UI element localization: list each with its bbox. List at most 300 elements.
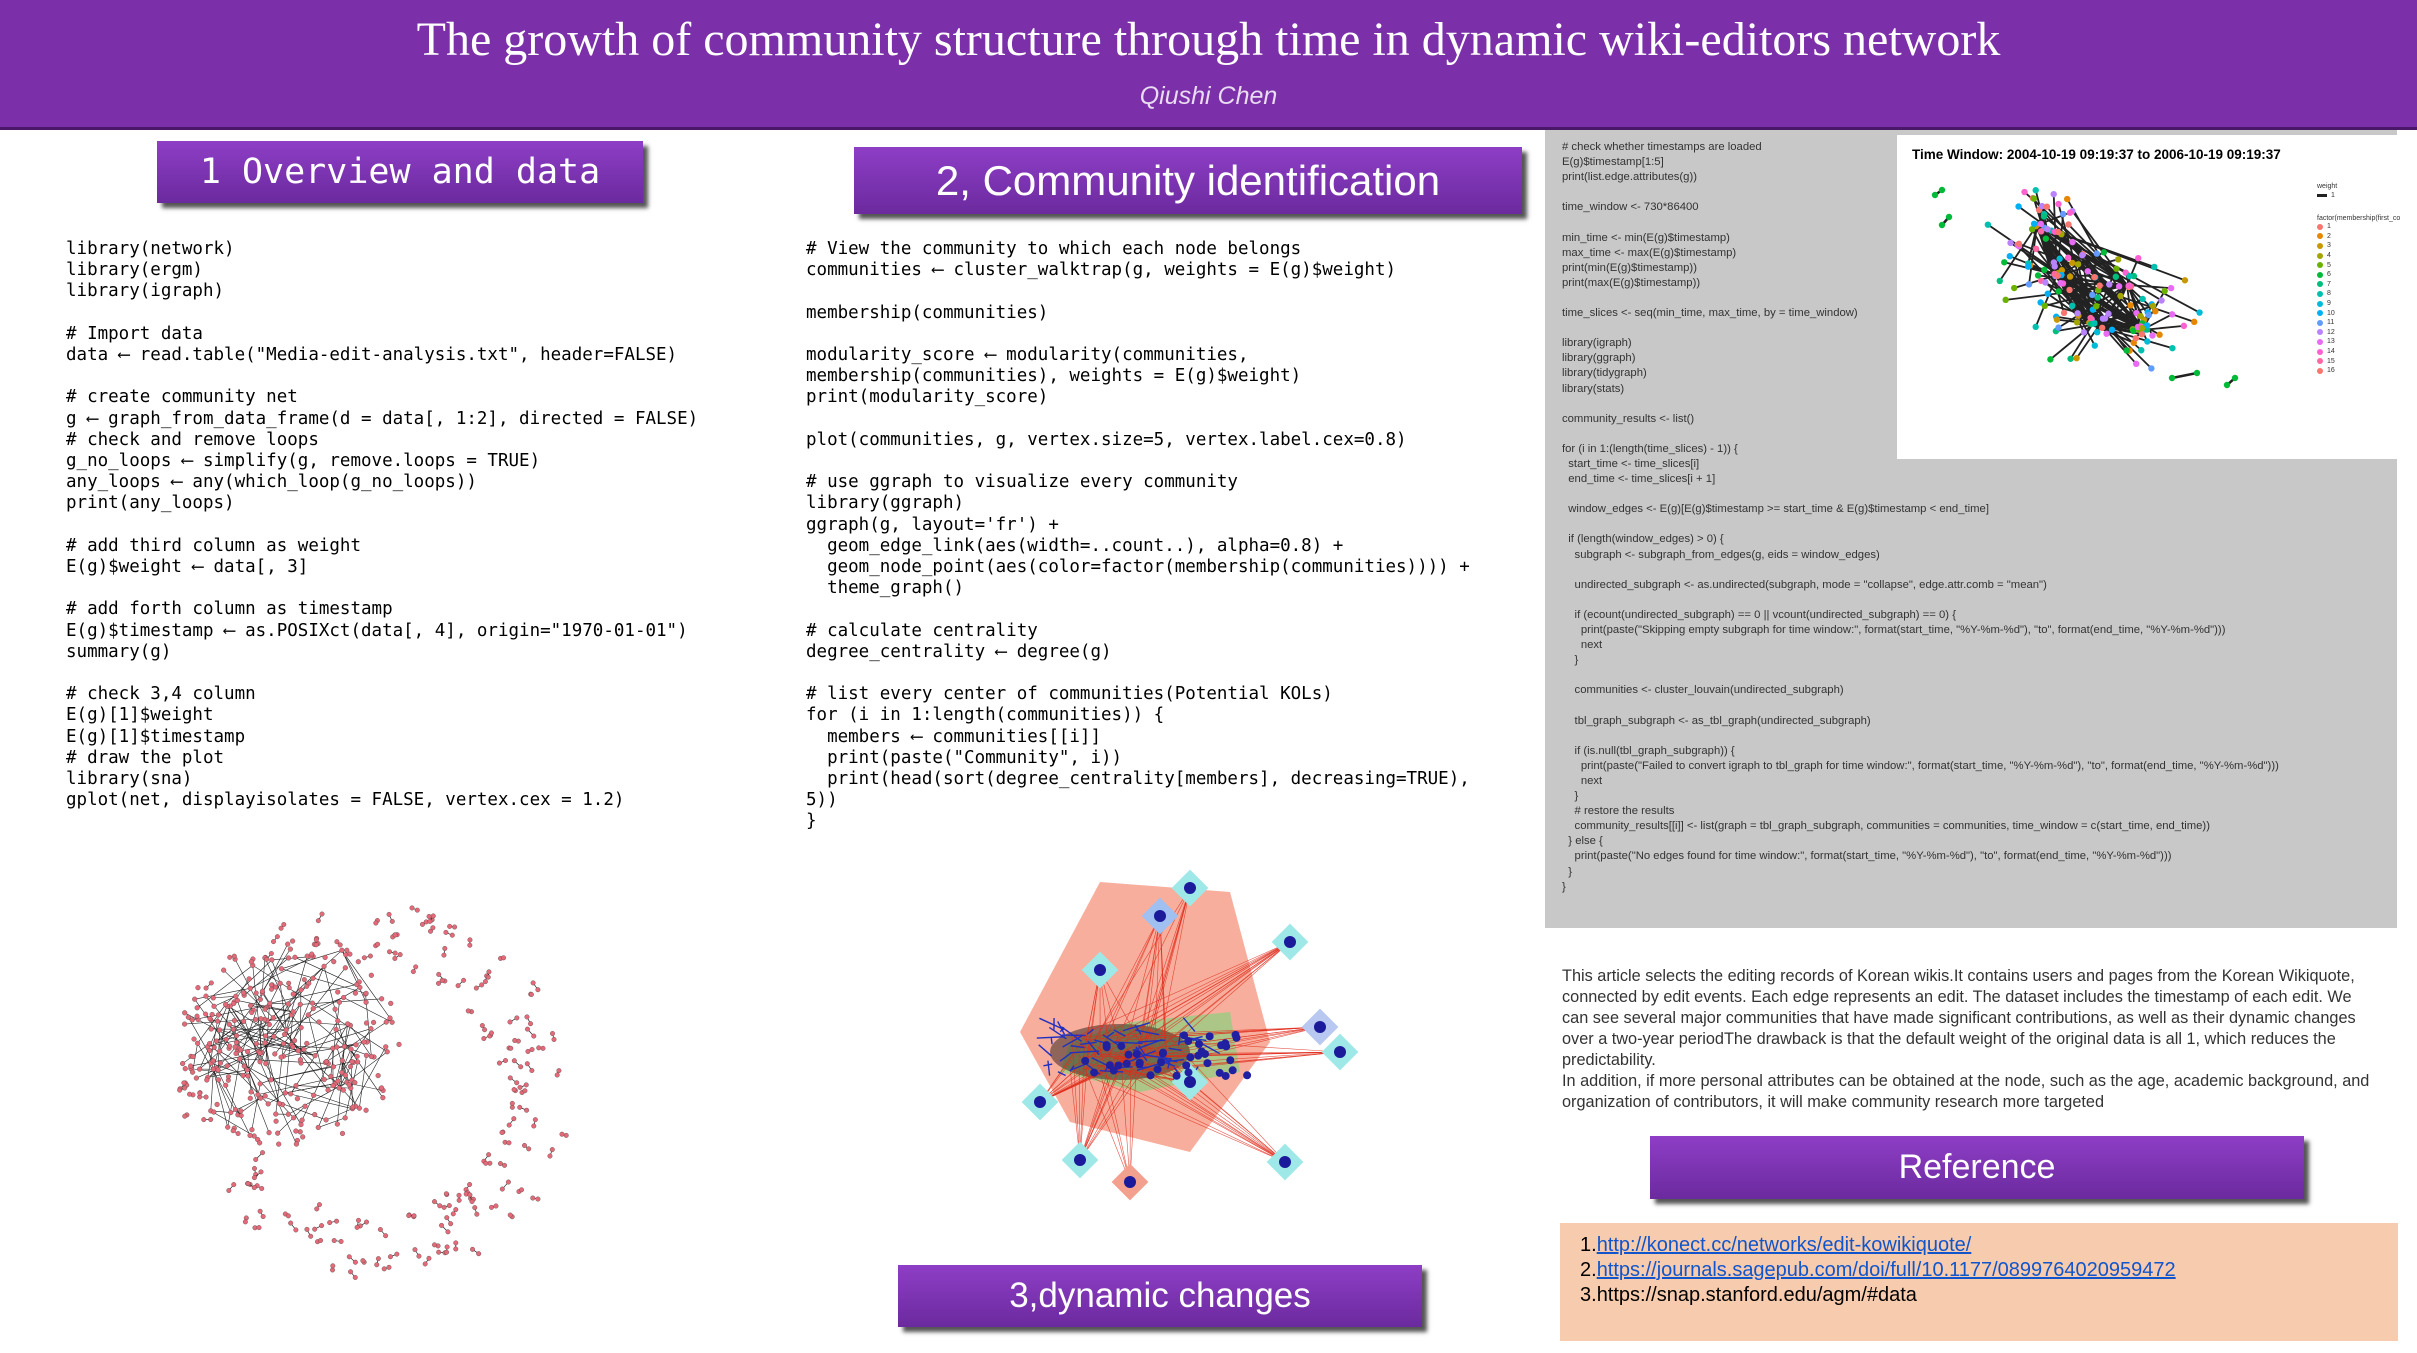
legend-dot — [2317, 329, 2323, 335]
legend-label: 12 — [2327, 328, 2335, 336]
legend-label: 8 — [2327, 290, 2331, 298]
network-node — [411, 969, 416, 974]
network-node — [423, 1262, 428, 1267]
legend-item — [2317, 337, 2400, 347]
community-edge — [1051, 1037, 1052, 1044]
network-node — [261, 1214, 266, 1219]
community-node — [1243, 1071, 1251, 1079]
network-node — [182, 1081, 187, 1086]
network-node — [347, 1082, 352, 1087]
ggraph-node — [2152, 308, 2158, 314]
network-node — [247, 976, 252, 981]
network-node — [525, 1061, 530, 1066]
network-node — [196, 985, 201, 990]
ggraph-node — [2081, 329, 2087, 335]
network-node — [314, 942, 319, 947]
legend-dot — [2317, 253, 2323, 259]
network-node — [241, 1073, 246, 1078]
community-node — [1195, 1040, 1203, 1048]
legend-dot — [2317, 224, 2323, 230]
network-node — [311, 976, 316, 981]
network-node — [337, 1086, 342, 1091]
network-node — [313, 1053, 318, 1058]
network-node — [259, 1170, 264, 1175]
network-node — [286, 956, 291, 961]
network-node — [395, 1252, 400, 1257]
network-node — [531, 1124, 536, 1129]
section-1-banner: 1 Overview and data clean — [157, 141, 643, 203]
network-node — [264, 957, 269, 962]
network-node — [276, 1142, 281, 1147]
ggraph-node — [2064, 196, 2070, 202]
network-node — [258, 1016, 263, 1021]
community-node — [1154, 1065, 1162, 1073]
network-node — [451, 1212, 456, 1217]
network-node — [474, 986, 479, 991]
community-node — [1184, 1037, 1192, 1045]
legend-dot — [2317, 262, 2323, 268]
network-node — [204, 994, 209, 999]
network-node — [468, 943, 473, 948]
ggraph-node — [2067, 356, 2073, 362]
network-node — [355, 1225, 360, 1230]
network-node — [472, 1205, 477, 1210]
network-node — [508, 1020, 513, 1025]
network-node — [524, 1083, 529, 1088]
ggraph-node — [2069, 260, 2075, 266]
legend-item — [2317, 280, 2400, 290]
network-edge — [342, 950, 390, 1018]
network-node — [507, 1140, 512, 1145]
network-node — [275, 934, 280, 939]
network-node — [268, 1001, 273, 1006]
ggraph-node — [2055, 324, 2061, 330]
community-node — [1229, 1066, 1237, 1074]
community-node — [1194, 1052, 1202, 1060]
network-node — [508, 1076, 513, 1081]
ggraph-node — [2182, 277, 2188, 283]
network-node — [211, 995, 216, 1000]
network-node — [536, 987, 541, 992]
ggraph-node — [2151, 264, 2157, 270]
network-node — [296, 1048, 301, 1053]
ggraph-node — [2091, 320, 2097, 326]
network-node — [249, 959, 254, 964]
network-node — [314, 937, 319, 942]
network-node — [231, 1182, 236, 1187]
network-node — [487, 970, 492, 975]
network-node — [466, 1009, 471, 1014]
ggraph-node — [2007, 240, 2013, 246]
community-node — [1334, 1046, 1346, 1058]
network-node — [254, 1041, 259, 1046]
network-node — [298, 1129, 303, 1134]
network-node — [530, 1068, 535, 1073]
ggraph-node — [2158, 297, 2164, 303]
network-node — [300, 1135, 305, 1140]
network-node — [277, 1101, 282, 1106]
reference-list — [1580, 1233, 2176, 1308]
network-node — [525, 1015, 530, 1020]
network-edge — [318, 1118, 345, 1128]
reference-number: 2. — [1580, 1259, 1597, 1281]
community-node — [1184, 1076, 1196, 1088]
network-node — [437, 1203, 442, 1208]
legend-dot — [2317, 291, 2323, 297]
ggraph-node — [2101, 249, 2107, 255]
legend-dot — [2317, 368, 2323, 374]
network-node — [397, 1042, 402, 1047]
ggraph-node — [2224, 382, 2230, 388]
network-node — [282, 1032, 287, 1037]
network-node — [468, 1193, 473, 1198]
network-node — [231, 1128, 236, 1133]
ggraph-node — [2033, 187, 2039, 193]
ggraph-node — [2011, 285, 2017, 291]
network-node — [223, 1002, 228, 1007]
network-node — [248, 1096, 253, 1101]
ggraph-node — [2065, 221, 2071, 227]
network-node — [417, 1254, 422, 1259]
network-node — [300, 1118, 305, 1123]
network-node — [354, 982, 359, 987]
network-node — [248, 1003, 253, 1008]
network-node — [335, 1018, 340, 1023]
network-node — [467, 1182, 472, 1187]
network-node — [356, 1218, 361, 1223]
poster-header — [0, 0, 2417, 130]
ggraph-node — [2194, 370, 2200, 376]
network-node — [291, 1115, 296, 1120]
network-node — [390, 1020, 395, 1025]
legend-weight-swatch — [2317, 194, 2327, 197]
network-node — [211, 1058, 216, 1063]
ggraph-node — [2042, 279, 2048, 285]
network-node — [302, 1047, 307, 1052]
network-node — [343, 1115, 348, 1120]
network-node — [252, 1185, 257, 1190]
network-node — [530, 1047, 535, 1052]
network-node — [274, 1119, 279, 1124]
network-node — [398, 952, 403, 957]
network-node — [239, 1113, 244, 1118]
ggraph-node — [2148, 365, 2154, 371]
network-node — [201, 1117, 206, 1122]
network-node — [288, 947, 293, 952]
network-node — [271, 939, 276, 944]
network-node — [531, 981, 536, 986]
network-node — [347, 952, 352, 957]
network-node — [564, 1133, 569, 1138]
network-node — [299, 1122, 304, 1127]
community-node — [1279, 1156, 1291, 1168]
network-node — [446, 1230, 451, 1235]
network-node — [413, 965, 418, 970]
network-node — [531, 1034, 536, 1039]
ggraph-node — [2191, 319, 2197, 325]
network-node — [298, 1002, 303, 1007]
network-node — [256, 1092, 261, 1097]
network-node — [293, 955, 298, 960]
network-node — [204, 1078, 209, 1083]
network-node — [489, 1205, 494, 1210]
network-graph-plot — [170, 882, 590, 1302]
network-node — [269, 983, 274, 988]
network-node — [194, 1076, 199, 1081]
network-node — [413, 1247, 418, 1252]
community-node — [1081, 1057, 1089, 1065]
network-node — [374, 921, 379, 926]
network-node — [267, 1022, 272, 1027]
network-node — [182, 1022, 187, 1027]
ggraph-node — [2055, 229, 2061, 235]
network-node — [269, 1077, 274, 1082]
network-node — [263, 1094, 268, 1099]
ggraph-node — [1932, 192, 1938, 198]
network-node — [310, 1001, 315, 1006]
ggraph-node — [1939, 222, 1945, 228]
community-node — [1203, 1059, 1211, 1067]
network-node — [428, 919, 433, 924]
ggraph-node — [2001, 259, 2007, 265]
network-node — [257, 1225, 262, 1230]
network-node — [279, 1055, 284, 1060]
ggraph-node — [2123, 347, 2129, 353]
network-node — [368, 954, 373, 959]
network-node — [364, 1220, 369, 1225]
network-node — [182, 1086, 187, 1091]
network-node — [260, 989, 265, 994]
network-edge — [262, 958, 264, 991]
ggraph-node — [2067, 209, 2073, 215]
ggraph-node — [2089, 292, 2095, 298]
ggraph-node — [2042, 303, 2048, 309]
community-node — [1074, 1154, 1086, 1166]
ggraph-node — [2061, 310, 2067, 316]
network-node — [517, 1105, 522, 1110]
legend-item — [2317, 328, 2400, 338]
network-node — [207, 1041, 212, 1046]
network-node — [227, 1188, 232, 1193]
network-node — [211, 1110, 216, 1115]
network-node — [217, 1028, 222, 1033]
network-node — [215, 1019, 220, 1024]
ggraph-node — [2021, 189, 2027, 195]
network-node — [369, 1054, 374, 1059]
ggraph-node — [2113, 274, 2119, 280]
network-node — [486, 975, 491, 980]
network-node — [453, 1207, 458, 1212]
legend-item — [2317, 232, 2400, 242]
network-node — [288, 1091, 293, 1096]
network-node — [286, 1112, 291, 1117]
network-node — [500, 1187, 505, 1192]
legend-dot — [2317, 339, 2323, 345]
ggraph-node — [2161, 288, 2167, 294]
network-node — [257, 1140, 262, 1145]
network-node — [304, 1041, 309, 1046]
network-node — [272, 1052, 277, 1057]
ggraph-node — [2038, 221, 2044, 227]
ggraph-node — [2031, 221, 2037, 227]
network-node — [334, 1219, 339, 1224]
network-node — [294, 1228, 299, 1233]
network-node — [439, 1223, 444, 1228]
ggraph-node — [2056, 256, 2062, 262]
reference-number: 1. — [1580, 1234, 1597, 1256]
network-node — [448, 1221, 453, 1226]
reference-link[interactable]: https://journals.sagepub.com/doi/full/10.1177/0899764020959472 — [1596, 1259, 2176, 1281]
network-node — [522, 1143, 527, 1148]
network-node — [533, 1117, 538, 1122]
network-node — [550, 1031, 555, 1036]
ggraph-node — [2169, 375, 2175, 381]
network-node — [191, 1054, 196, 1059]
network-node — [334, 1045, 339, 1050]
network-node — [444, 930, 449, 935]
network-node — [234, 1051, 239, 1056]
network-node — [349, 1047, 354, 1052]
ggraph-node — [2139, 331, 2145, 337]
network-node — [187, 1092, 192, 1097]
network-node — [447, 1203, 452, 1208]
code-block-community: # View the community to which each node belongs communities ⟵ cluster_walktrap(g, weights = E(g)$weight) membership(communities) modularity_score ⟵ modularity(communities, membership(communities), weights = E(g)$weight) print(modularity_score) plot(communities, g, vertex.size=5, vertex.label.cex=0.8) # use ggraph to visualize every community library(ggraph) ggraph(g, layout='fr') + geom_edge_link(aes(width=..count..), alpha=0.8) + geom_node_point(aes(color=factor(membership(communities)))) + theme_graph() # calculate centrality degree_centrality ⟵ degree(g) # list every center of communities(Potential KOLs) for (i in 1:length(communities)) { members ⟵ communities[[i]] print(paste("Community", i)) print(head(sort(degree_centrality[members], decreasing=TRUE), 5)) } — [806, 239, 1470, 832]
network-node — [317, 1202, 322, 1207]
network-node — [208, 1117, 213, 1122]
community-node — [1217, 1041, 1225, 1049]
network-node — [442, 1205, 447, 1210]
network-node — [350, 1105, 355, 1110]
network-node — [287, 985, 292, 990]
ggraph-node — [2060, 211, 2066, 217]
network-node — [443, 946, 448, 951]
network-node — [208, 1016, 213, 1021]
network-node — [283, 1090, 288, 1095]
network-node — [384, 1020, 389, 1025]
network-node — [503, 1058, 508, 1063]
community-node — [1110, 1066, 1118, 1074]
network-edge — [285, 1093, 352, 1109]
network-node — [298, 988, 303, 993]
ggraph-node — [2115, 256, 2121, 262]
legend-item — [2317, 251, 2400, 261]
network-node — [341, 1088, 346, 1093]
network-node — [286, 1002, 291, 1007]
legend-item — [2317, 347, 2400, 357]
ggraph-node — [2232, 375, 2238, 381]
network-node — [470, 1199, 475, 1204]
network-node — [529, 992, 534, 997]
ggraph-node — [2097, 282, 2103, 288]
ggraph-node — [2047, 356, 2053, 362]
ggraph-node — [2074, 319, 2080, 325]
network-node — [248, 1133, 253, 1138]
time-window-plot-title: Time Window: 2004-10-19 09:19:37 to 2006-10-19 09:19:37 — [1912, 147, 2281, 162]
ggraph-node — [2169, 345, 2175, 351]
legend-weight-value: 1 — [2331, 192, 2335, 199]
network-node — [444, 1191, 449, 1196]
network-node — [327, 1220, 332, 1225]
network-node — [375, 942, 380, 947]
legend-label: 5 — [2327, 261, 2331, 269]
reference-text: https://snap.stanford.edu/agm/#data — [1596, 1284, 1917, 1306]
legend-label: 3 — [2327, 242, 2331, 250]
network-node — [262, 1041, 267, 1046]
legend-item — [2317, 241, 2400, 251]
network-node — [292, 1038, 297, 1043]
network-node — [225, 1064, 230, 1069]
network-node — [306, 1013, 311, 1018]
network-node — [378, 1227, 383, 1232]
network-node — [258, 1081, 263, 1086]
community-node — [1090, 1069, 1098, 1077]
community-node — [1184, 882, 1196, 894]
community-node — [1094, 964, 1106, 976]
network-node — [197, 1067, 202, 1072]
network-node — [456, 983, 461, 988]
reference-link[interactable]: http://konect.cc/networks/edit-kowikiquote/ — [1596, 1234, 1972, 1256]
community-node — [1136, 1060, 1144, 1068]
legend-item — [2317, 356, 2400, 366]
network-node — [258, 997, 263, 1002]
network-node — [330, 1268, 335, 1273]
network-node — [249, 1010, 254, 1015]
network-node — [233, 1045, 238, 1050]
network-node — [347, 1254, 352, 1259]
network-node — [385, 1049, 390, 1054]
network-node — [383, 1233, 388, 1238]
ggraph-node — [2103, 330, 2109, 336]
time-window-plot — [1897, 135, 2417, 459]
ggraph-node — [1997, 278, 2003, 284]
network-node — [298, 1057, 303, 1062]
network-node — [550, 1147, 555, 1152]
network-node — [388, 1001, 393, 1006]
network-node — [354, 1042, 359, 1047]
ggraph-node — [2085, 268, 2091, 274]
network-node — [524, 1108, 529, 1113]
poster-title: The growth of community structure through time in dynamic wiki-editors network — [416, 13, 2001, 66]
network-node — [245, 1049, 250, 1054]
network-node — [233, 1107, 238, 1112]
network-node — [374, 1262, 379, 1267]
network-node — [369, 1026, 374, 1031]
legend-label: 15 — [2327, 357, 2335, 365]
network-node — [406, 1213, 411, 1218]
network-node — [339, 1239, 344, 1244]
section-2-banner: 2, Community identification — [854, 147, 1522, 214]
network-node — [479, 983, 484, 988]
network-node — [453, 1241, 458, 1246]
network-node — [238, 1048, 243, 1053]
network-node — [305, 1227, 310, 1232]
network-node — [246, 1074, 251, 1079]
network-node — [432, 1243, 437, 1248]
ggraph-node — [2031, 195, 2037, 201]
legend-label: 1 — [2327, 223, 2331, 231]
network-node — [259, 1186, 264, 1191]
ggraph-node — [2069, 303, 2075, 309]
ggraph-node — [1985, 221, 1991, 227]
network-node — [362, 955, 367, 960]
network-node — [241, 1019, 246, 1024]
ggraph-node — [2168, 285, 2174, 291]
ggraph-node — [2100, 315, 2106, 321]
ggraph-node — [2016, 241, 2022, 247]
network-edge — [359, 1055, 366, 1108]
network-node — [312, 1112, 317, 1117]
network-node — [476, 1251, 481, 1256]
